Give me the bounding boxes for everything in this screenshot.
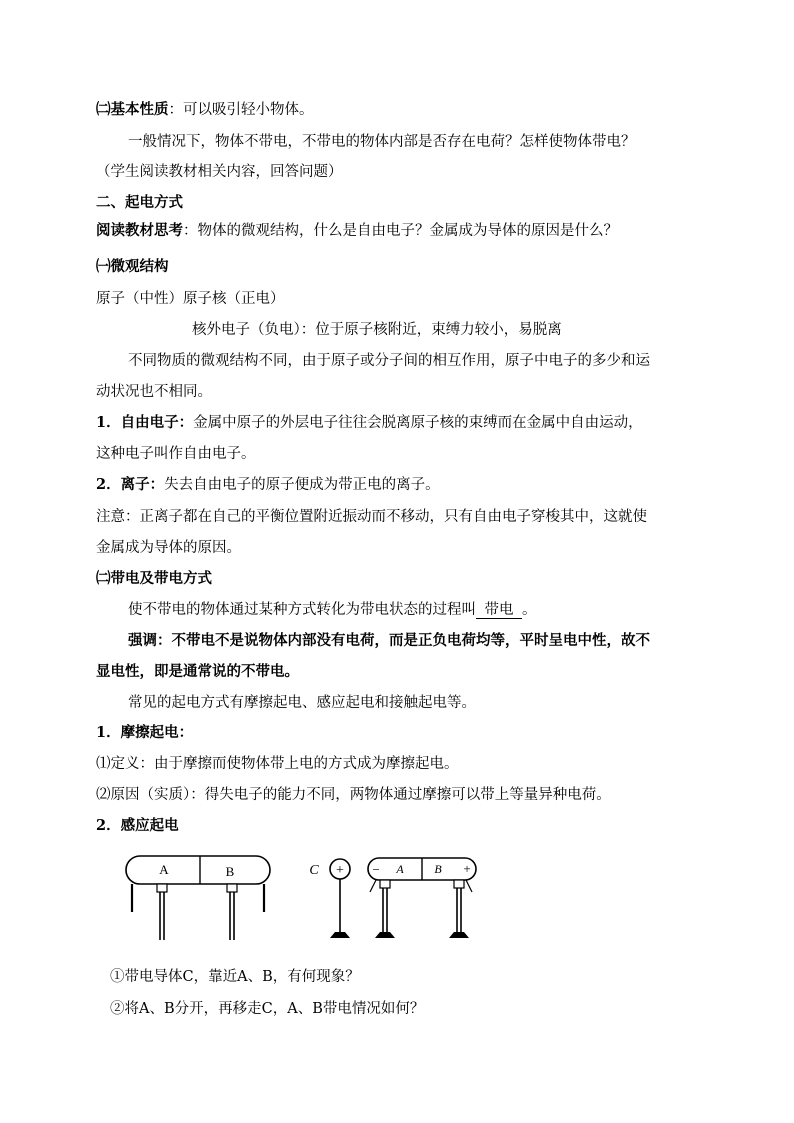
question-2: ②将A、B分开，再移走C，A、B带电情况如何？ [110, 1001, 425, 1017]
friction-heading: 1．摩擦起电： [96, 724, 194, 741]
common-methods-line: 常见的起电方式有摩擦起电、感应起电和接触起电等。 [128, 695, 476, 711]
right-stand-b-base [449, 932, 469, 938]
left-apparatus [126, 856, 270, 940]
ball-c-sign: + [336, 863, 344, 878]
note-line-1: 注意：正离子都在自己的平衡位置附近振动而不移动，只有自由电子穿梭其中，这就使 [96, 509, 647, 525]
right-label-a: A [396, 862, 404, 876]
right-stand-b-clamp [454, 880, 464, 888]
free-electron-continued: 这种电子叫作自由电子。 [96, 446, 256, 462]
right-label-b: B [434, 862, 442, 876]
reading-question-line [96, 221, 618, 241]
charging-definition-text: 使不带电的物体通过某种方式转化为带电状态的过程叫 [128, 602, 476, 618]
reading-question-label: 阅读教材思考 [96, 222, 183, 239]
question-1: ①带电导体C，靠近A、B，有何现象？ [110, 969, 360, 985]
ion-text: 失去自由电子的原子便成为带正电的离子。 [164, 477, 440, 493]
left-label-b: B [225, 864, 235, 879]
emphasis-line-1: 强调：不带电不是说物体内部没有电荷，而是正负电荷均等，平时呈电中性，故不 [128, 632, 650, 649]
left-label-a: A [159, 862, 169, 877]
basic-property-line [96, 100, 314, 120]
basic-property-label: ㈡基本性质 [96, 101, 169, 118]
right-foil-a [370, 880, 376, 892]
free-electron-text: 金属中原子的外层电子往往会脱离原子核的束缚而在金属中自由运动， [193, 415, 643, 431]
ion-line [96, 475, 440, 495]
free-electron-line [96, 413, 643, 433]
ball-c-base [330, 932, 350, 938]
induction-heading: 2．感应起电 [96, 817, 179, 834]
induction-figure [120, 850, 490, 950]
charged-ball-c [309, 859, 350, 938]
electron-structure-line: 核外电子（负电）：位于原子核附近，束缚力较小，易脱离 [192, 322, 562, 338]
right-foil-b [466, 880, 472, 892]
right-stand-a-clamp [380, 880, 390, 888]
charging-definition-line [128, 600, 537, 620]
note-line-2: 金属成为导体的原因。 [96, 540, 241, 556]
ball-c-label: C [309, 863, 319, 878]
paragraph-micro-structure-1: 不同物质的微观结构不同，由于原子或分子间的相互作用，原子中电子的多少和运 [128, 353, 650, 369]
section-heading-charging-methods: 二、起电方式 [96, 194, 183, 211]
subheading-micro-structure: ㈠微观结构 [96, 258, 169, 275]
left-stand-b-clamp [227, 884, 237, 892]
subheading-charging: ㈡带电及带电方式 [96, 570, 212, 587]
atom-structure-line: 原子（中性）原子核（正电） [96, 291, 285, 307]
friction-cause: ⑵原因（实质）：得失电子的能力不同，两物体通过摩擦可以带上等量异种电荷。 [96, 787, 611, 803]
paragraph-neutral-question: 一般情况下，物体不带电，不带电的物体内部是否存在电荷？怎样使物体带电？ [128, 134, 636, 150]
right-plus-sign: + [463, 861, 471, 876]
right-minus-sign: − [372, 862, 380, 877]
paragraph-student-reading: （学生阅读教材相关内容，回答问题） [96, 164, 343, 180]
ion-label: 2．离子： [96, 476, 165, 493]
paragraph-micro-structure-2: 动状况也不相同。 [96, 384, 212, 400]
free-electron-label: 1．自由电子： [96, 414, 194, 431]
right-stand-a-base [375, 932, 395, 938]
reading-question-text: ：物体的微观结构，什么是自由电子？金属成为导体的原因是什么？ [183, 223, 618, 239]
friction-definition: ⑴定义：由于摩擦而使物体带上电的方式成为摩擦起电。 [96, 756, 459, 772]
left-conductor-body [126, 856, 270, 884]
right-apparatus [368, 858, 476, 938]
basic-property-text: ：可以吸引轻小物体。 [168, 102, 314, 118]
left-stand-a-clamp [157, 884, 167, 892]
fill-blank-answer: 带电 [476, 602, 522, 619]
emphasis-line-2: 显电性，即是通常说的不带电。 [96, 663, 299, 680]
charging-definition-end: 。 [522, 602, 537, 618]
